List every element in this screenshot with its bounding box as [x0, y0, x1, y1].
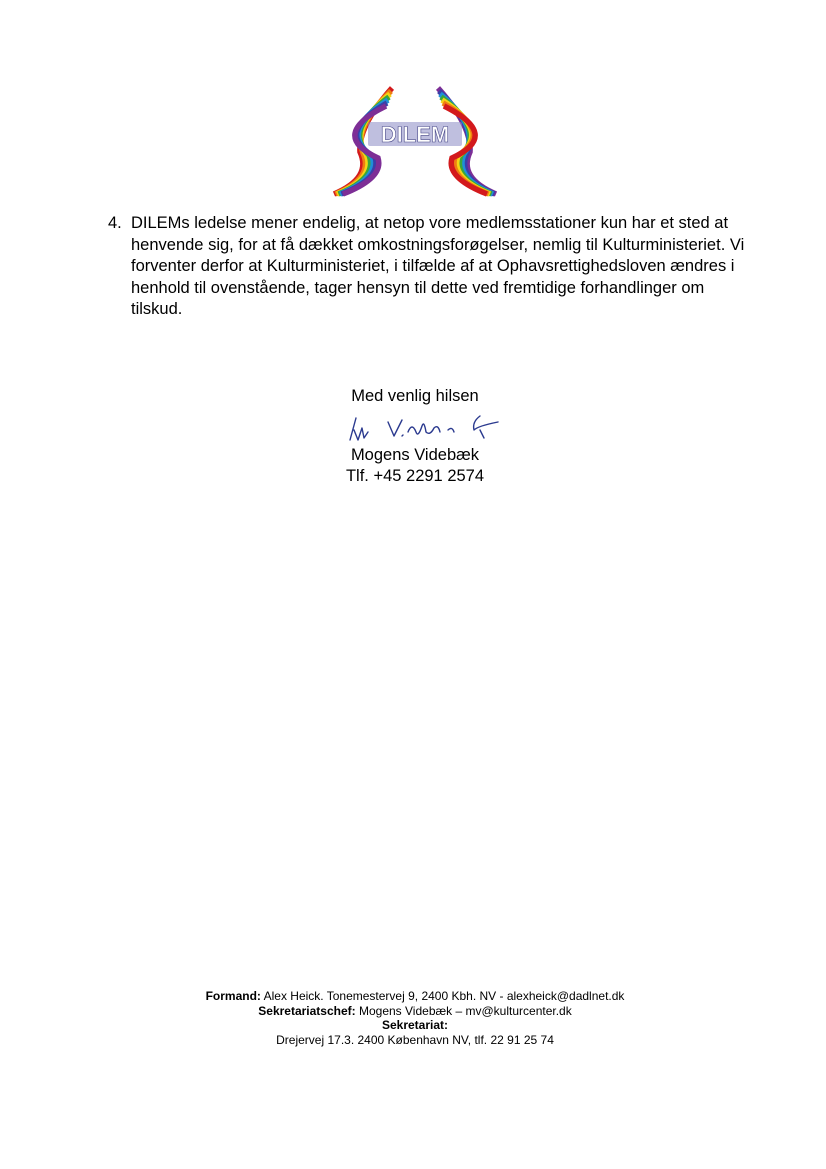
- letterhead-footer: [120, 989, 710, 1047]
- item-number: 4.: [108, 214, 122, 232]
- logo-band-left-6: [343, 106, 386, 194]
- dilem-logo-graphic: [330, 82, 500, 198]
- sekretariat-label: Sekretariat:: [381, 1018, 449, 1032]
- signer-phone: Tlf. +45 2291 2574: [345, 467, 485, 485]
- sekretariatschef-label: Sekretariatschef:: [258, 1003, 356, 1018]
- dilem-logo: [330, 82, 500, 198]
- item-text: DILEMs ledelse mener endelig, at netop vore medlemsstationer kun har et sted at henvende sig, for at få dækket omkostningsforøgelser, nemlig til Kulturministeriet. Vi forventer derfor at Kulturministeriet, i tilfælde af at Ophavsrettighedsloven ændres i henhold til ovenstående, tager hensyn til dette ved fremtidige forhandlinger om tilskud.: [131, 214, 745, 319]
- closing-greeting: Med venlig hilsen: [351, 387, 479, 405]
- footer-address: Drejervej 17.3. 2400 København NV, tlf. 22 91 25 74: [276, 1032, 554, 1047]
- logo-text: DILEM: [380, 122, 450, 147]
- footer-sekretariat-line: [120, 1018, 710, 1033]
- formand-label: Formand:: [205, 989, 261, 1003]
- logo-band-right-6: [444, 106, 487, 194]
- handwritten-signature: [340, 408, 510, 446]
- footer-formand-line: [120, 989, 710, 1004]
- formand-text: Alex Heick. Tonemestervej 9, 2400 Kbh. NV - alexheick@dadlnet.dk: [260, 989, 625, 1003]
- numbered-paragraph: [108, 213, 748, 321]
- signer-name: Mogens Videbæk: [350, 446, 480, 464]
- sekretariatschef-text: Mogens Videbæk – mv@kulturcenter.dk: [355, 1003, 572, 1018]
- footer-sekretariatschef-line: [120, 1004, 710, 1019]
